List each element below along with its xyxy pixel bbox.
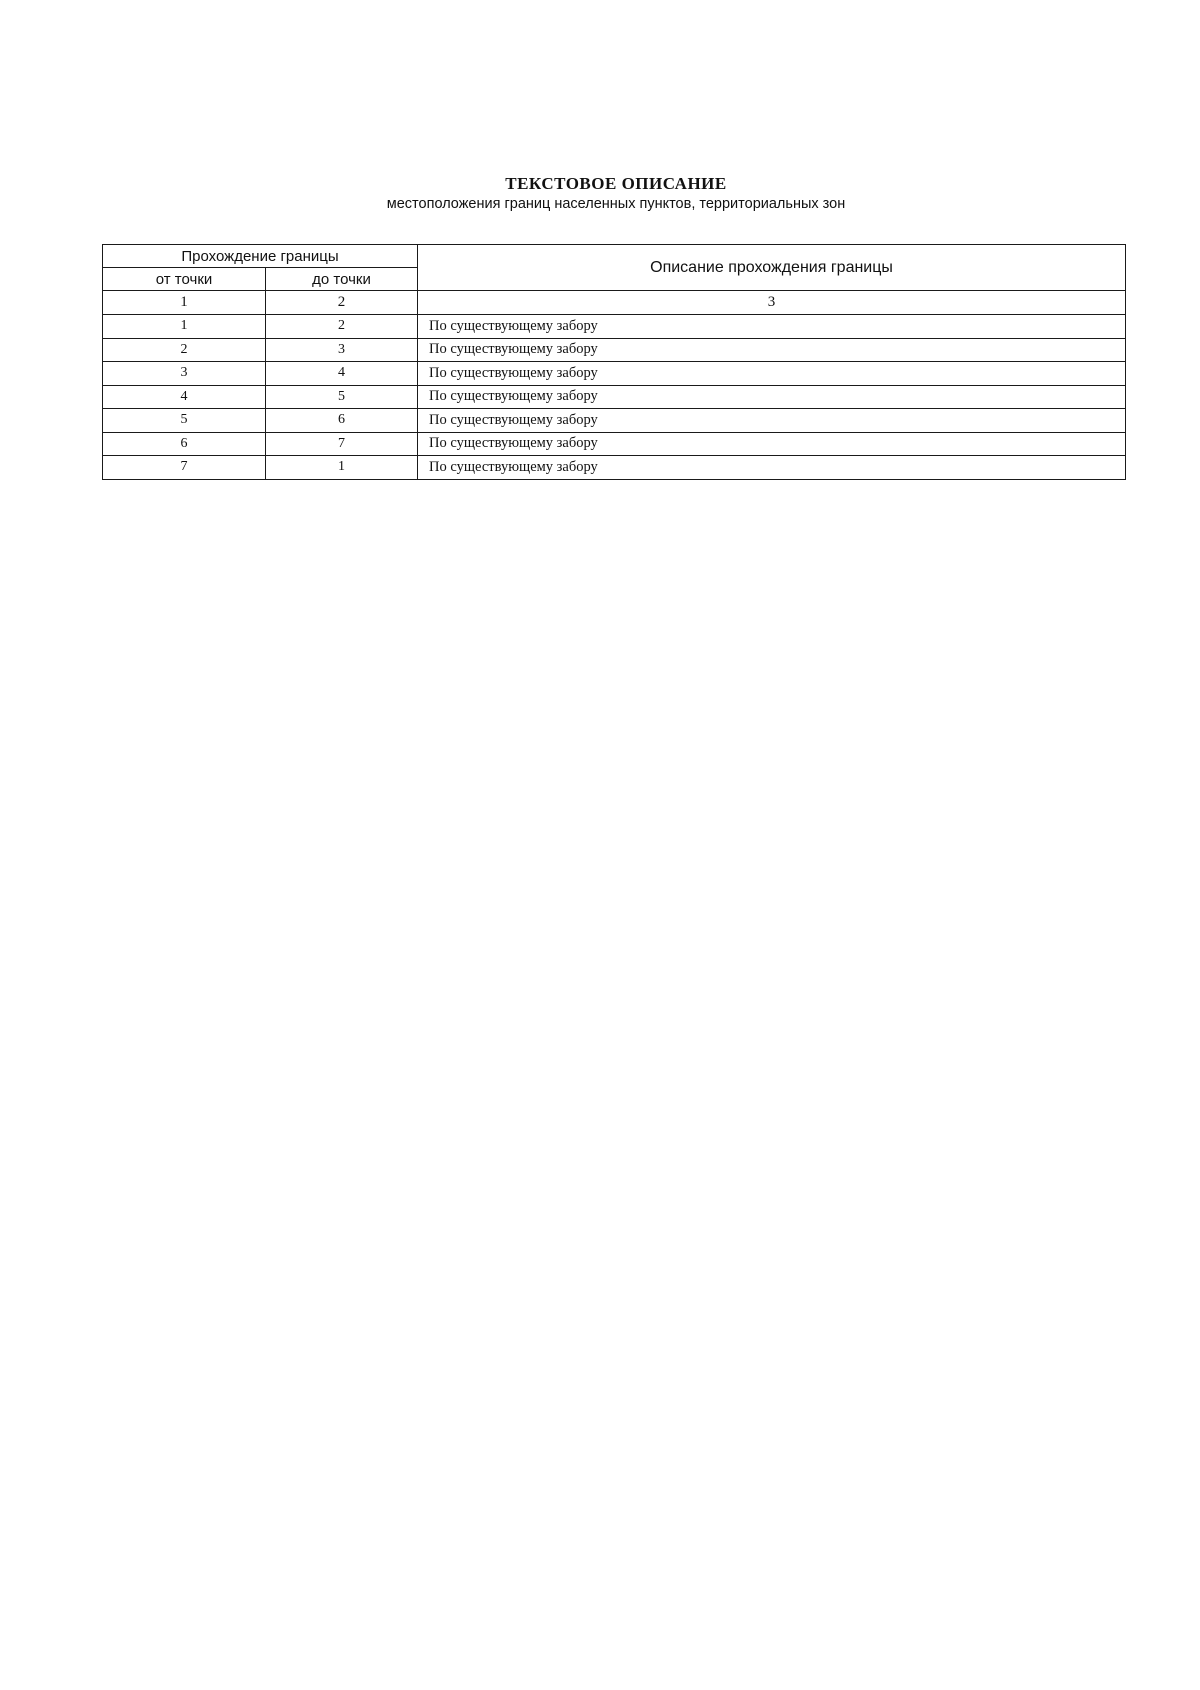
to-point-cell: 1 — [266, 456, 418, 480]
from-point-cell: 6 — [103, 432, 266, 456]
to-point-cell: 6 — [266, 409, 418, 433]
table-row — [103, 338, 1126, 362]
table-row — [103, 315, 1126, 339]
column-index-row — [103, 291, 1126, 315]
header-description: Описание прохождения границы — [418, 245, 1126, 291]
description-cell: По существующему забору — [418, 315, 1126, 339]
from-point-cell: 3 — [103, 362, 266, 386]
header-row-group — [103, 245, 1126, 268]
column-index-3: 3 — [418, 291, 1126, 315]
table-row — [103, 409, 1126, 433]
from-point-cell: 1 — [103, 315, 266, 339]
description-cell: По существующему забору — [418, 409, 1126, 433]
table-row — [103, 432, 1126, 456]
header-boundary-passage: Прохождение границы — [103, 245, 418, 268]
to-point-cell: 4 — [266, 362, 418, 386]
to-point-cell: 5 — [266, 385, 418, 409]
header-to-point: до точки — [266, 268, 418, 291]
to-point-cell: 3 — [266, 338, 418, 362]
from-point-cell: 2 — [103, 338, 266, 362]
document-subtitle: местоположения границ населенных пунктов, территориальных зон — [386, 196, 846, 212]
column-index-2: 2 — [266, 291, 418, 315]
boundary-description-table — [102, 244, 1126, 480]
description-cell: По существующему забору — [418, 456, 1126, 480]
from-point-cell: 4 — [103, 385, 266, 409]
document-title: ТЕКСТОВОЕ ОПИСАНИЕ — [505, 174, 727, 193]
from-point-cell: 5 — [103, 409, 266, 433]
description-cell: По существующему забору — [418, 362, 1126, 386]
header-from-point: от точки — [103, 268, 266, 291]
page-heading — [0, 174, 1200, 213]
description-cell: По существующему забору — [418, 432, 1126, 456]
description-cell: По существующему забору — [418, 338, 1126, 362]
to-point-cell: 2 — [266, 315, 418, 339]
table-row — [103, 362, 1126, 386]
table-row — [103, 385, 1126, 409]
table-row — [103, 456, 1126, 480]
description-cell: По существующему забору — [418, 385, 1126, 409]
to-point-cell: 7 — [266, 432, 418, 456]
from-point-cell: 7 — [103, 456, 266, 480]
column-index-1: 1 — [103, 291, 266, 315]
